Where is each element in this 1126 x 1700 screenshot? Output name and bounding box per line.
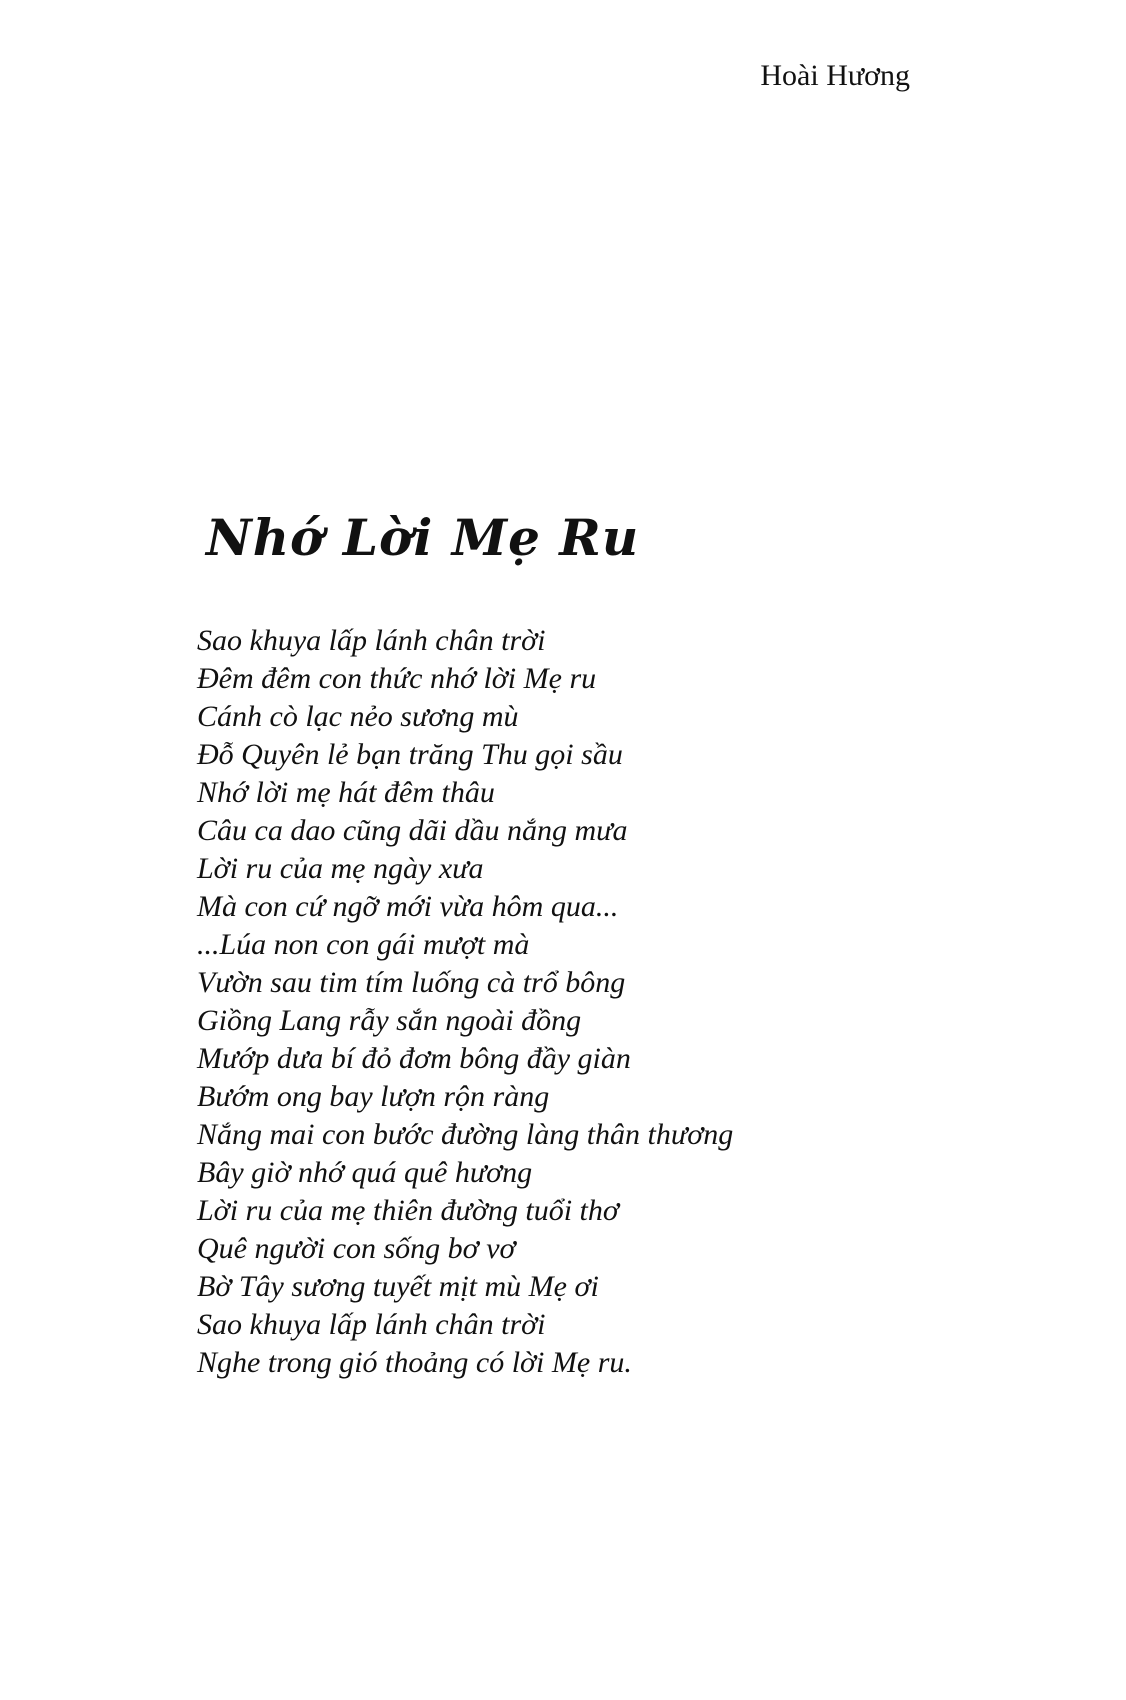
poem-line: Đêm đêm con thức nhớ lời Mẹ ru — [197, 662, 597, 695]
poem-line: ...Lúa non con gái mượt mà — [197, 928, 530, 961]
poem-line: Vườn sau tim tím luống cà trổ bông — [197, 966, 626, 999]
poem-body — [197, 622, 733, 1382]
poem-line: Mà con cứ ngỡ mới vừa hôm qua... — [197, 890, 619, 923]
poem-line: Giồng Lang rẫy sắn ngoài đồng — [197, 1004, 582, 1037]
poem-line: Bờ Tây sương tuyết mịt mù Mẹ ơi — [197, 1270, 599, 1303]
running-header-author: Hoài Hương — [760, 59, 910, 92]
poem-line: Đỗ Quyên lẻ bạn trăng Thu gọi sầu — [197, 738, 623, 771]
poem-line: Sao khuya lấp lánh chân trời — [197, 624, 546, 657]
poem-line: Nắng mai con bước đường làng thân thương — [197, 1118, 734, 1151]
poem-line: Nghe trong gió thoảng có lời Mẹ ru. — [197, 1346, 632, 1379]
poem-line: Câu ca dao cũng dãi dầu nắng mưa — [197, 814, 628, 847]
poem-line: Bây giờ nhớ quá quê hương — [197, 1156, 533, 1189]
poem-line: Mướp dưa bí đỏ đơm bông đầy giàn — [197, 1042, 631, 1075]
poem-line: Lời ru của mẹ ngày xưa — [197, 852, 484, 885]
poem-line: Cánh cò lạc nẻo sương mù — [197, 700, 519, 733]
poem-line: Lời ru của mẹ thiên đường tuổi thơ — [197, 1194, 619, 1227]
poem-line: Bướm ong bay lượn rộn ràng — [197, 1080, 550, 1113]
poem-line: Sao khuya lấp lánh chân trời — [197, 1308, 546, 1341]
poem-title: Nhớ Lời Mẹ Ru — [206, 508, 640, 567]
poem-line: Nhớ lời mẹ hát đêm thâu — [197, 776, 495, 809]
poem-line: Quê người con sống bơ vơ — [197, 1232, 516, 1265]
